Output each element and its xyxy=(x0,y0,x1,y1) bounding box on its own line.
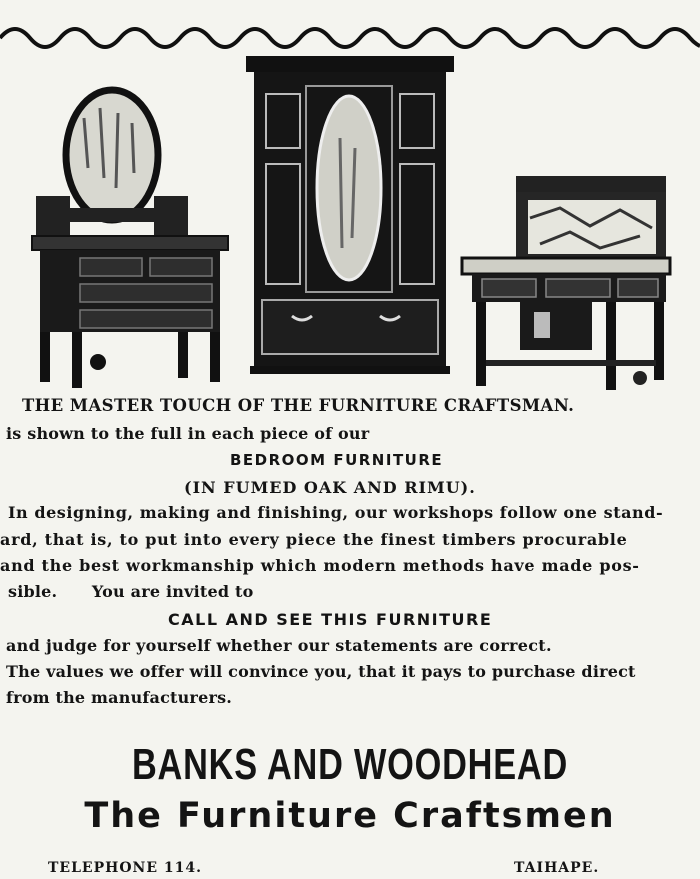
firm-name: BANKS AND WOODHEAD xyxy=(131,740,569,789)
body-line: sible. You are invited to xyxy=(8,582,254,601)
closing-line: and judge for yourself whether our statements are correct. xyxy=(6,636,552,655)
telephone-number: TELEPHONE 114. xyxy=(48,860,202,876)
closing-line: The values we offer will convince you, that it pays to purchase direct xyxy=(6,662,636,681)
wardrobe-illustration xyxy=(246,56,454,374)
dressing-table-illustration xyxy=(32,90,228,388)
call-to-action-heading: CALL AND SEE THIS FURNITURE xyxy=(168,610,493,629)
tagline: The Furniture Craftsmen xyxy=(84,796,616,836)
body-line: ard, that is, to put into every piece the finest timbers procurable xyxy=(0,530,628,549)
headline: THE MASTER TOUCH OF THE FURNITURE CRAFTSMAN. xyxy=(22,396,575,415)
body-line: In designing, making and finishing, our workshops follow one stand- xyxy=(8,503,664,522)
intro-line: is shown to the full in each piece of our xyxy=(6,424,370,443)
location: TAIHAPE. xyxy=(514,860,600,876)
subject-heading: BEDROOM FURNITURE xyxy=(230,451,444,469)
washstand-illustration xyxy=(462,176,670,390)
material-line: (IN FUMED OAK AND RIMU). xyxy=(184,478,476,497)
closing-line: from the manufacturers. xyxy=(6,688,233,707)
body-line: and the best workmanship which modern methods have made pos- xyxy=(0,556,640,575)
furniture-illustrations xyxy=(0,48,700,398)
